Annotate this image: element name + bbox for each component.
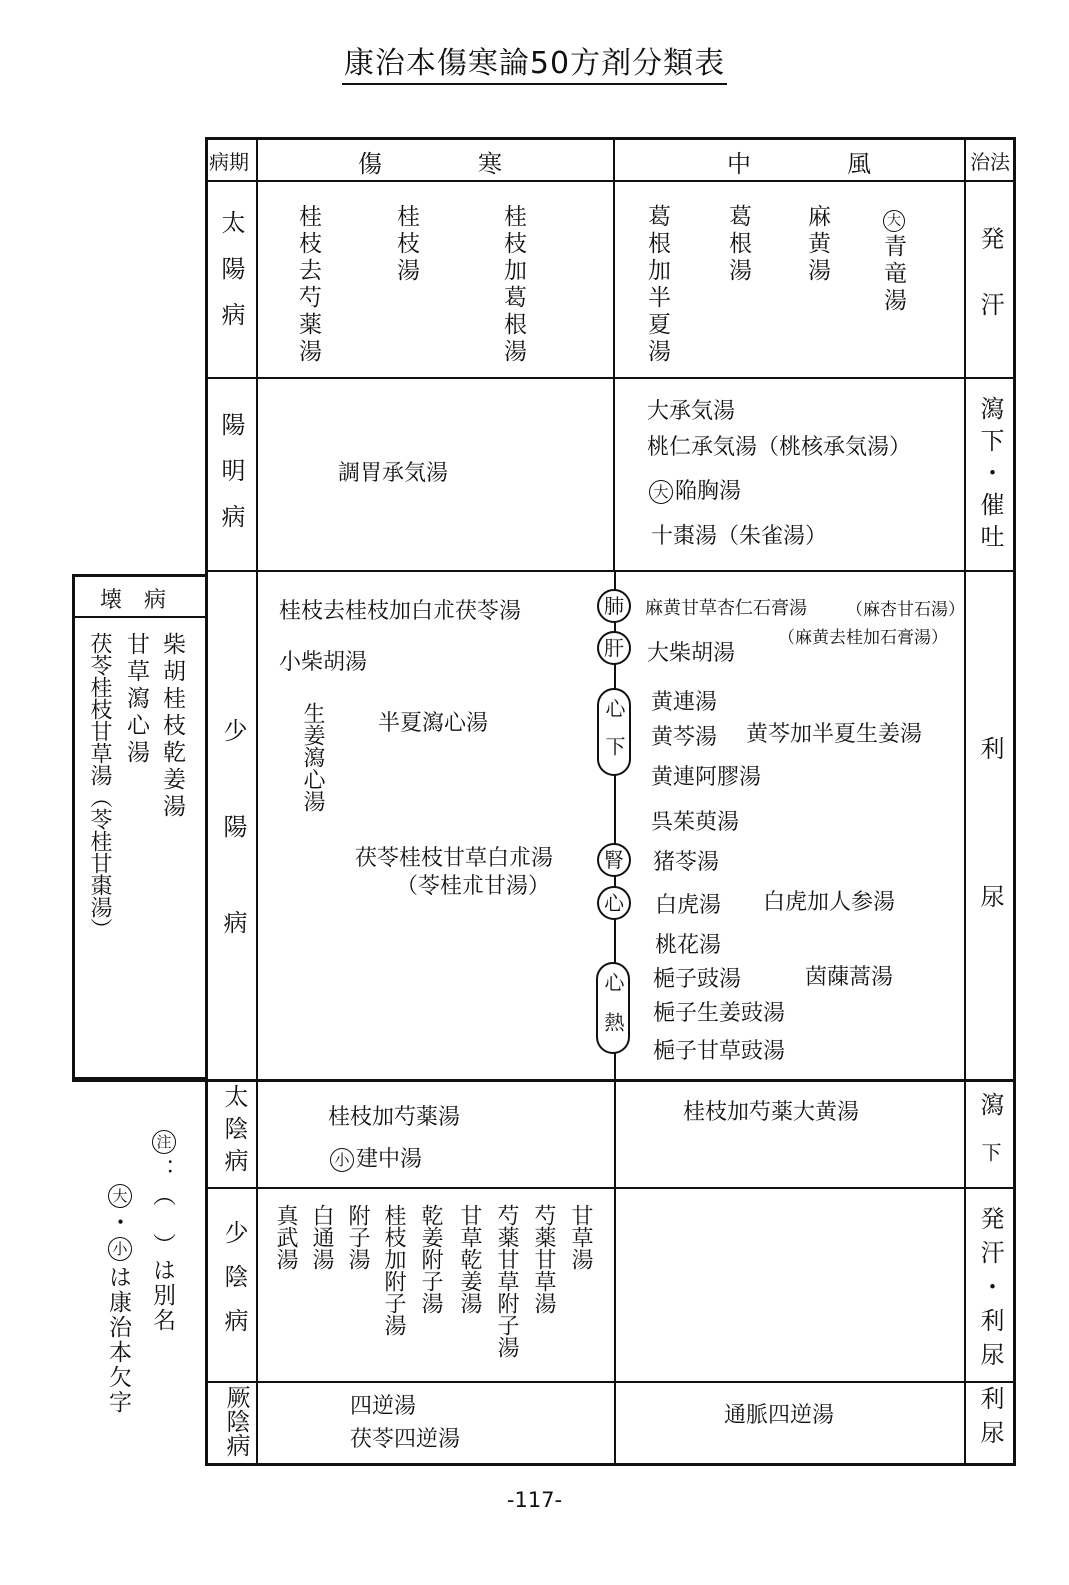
period-yomei: 陽明病 — [217, 412, 245, 550]
taiyo-shokan-1: 桂枝去芍薬湯 — [295, 204, 321, 366]
shoyo-right-7: 猪苓湯 — [653, 850, 720, 875]
shoyo-right-11: 梔子生姜豉湯 — [653, 1001, 786, 1026]
shinka-node: 心下 — [597, 688, 631, 776]
method-taiin-1: 瀉 — [976, 1092, 1004, 1128]
rule-method-col — [964, 137, 966, 1466]
shoin-shokan-3: 芍薬甘草附子湯 — [494, 1204, 519, 1358]
shoyo-right-5: 黄連阿膠湯 — [651, 765, 762, 790]
header-period: 病期 — [209, 150, 249, 174]
shoyo-right-1: 麻黄甘草杏仁石膏湯 — [645, 598, 807, 619]
shoin-shokan-7: 附子湯 — [345, 1204, 370, 1270]
shoin-shokan-4: 甘草乾姜湯 — [457, 1204, 482, 1314]
shoyo-right-4b: 黄芩加半夏生姜湯 — [746, 722, 923, 747]
ebyo-item-3: 茯苓桂枝甘草湯（苓桂甘棗湯） — [87, 632, 112, 940]
rule-center-lower — [614, 1079, 616, 1466]
taiyo-shokan-2: 桂枝湯 — [393, 204, 419, 285]
yomei-chufu-2: 桃仁承気湯（桃核承気湯） — [647, 435, 912, 460]
shoyo-right-6: 呉茱萸湯 — [651, 810, 740, 835]
shoyo-right-9: 桃花湯 — [655, 933, 722, 958]
ebyo-item-1: 柴胡桂枝乾姜湯 — [159, 632, 185, 821]
shoyo-right-4: 黄芩湯 — [651, 725, 718, 750]
shoyo-left-2: 小柴胡湯 — [279, 650, 368, 675]
note-mark-icon: 注 — [152, 1130, 176, 1154]
sho-mark-icon: 小 — [330, 1148, 354, 1172]
note-line-1: 注 ：（ ）は別名 — [150, 1130, 178, 1329]
rule-center — [613, 137, 615, 571]
method-shoin: 発汗・利尿 — [976, 1206, 1004, 1376]
lung-node: 肺 — [597, 589, 631, 623]
shoyo-right-1c: （麻黄去桂加石膏湯） — [778, 628, 948, 648]
shoyo-left-4: 半夏瀉心湯 — [378, 711, 489, 736]
shinnetsu-node: 心熱 — [596, 962, 630, 1054]
page-title: 康治本傷寒論50方剤分類表 — [0, 38, 1069, 82]
shoyo-right-1b: （麻杏甘石湯） — [846, 600, 965, 620]
shoin-shokan-1: 甘草湯 — [568, 1204, 593, 1270]
ebyo-item-2: 甘草瀉心湯 — [123, 632, 149, 767]
heart-node: 心 — [597, 886, 631, 920]
liver-node: 肝 — [597, 631, 631, 665]
shoyo-right-8: 白虎湯 — [655, 893, 722, 918]
period-shoin: 少陰病 — [220, 1220, 248, 1352]
rule-taiin — [205, 1187, 1016, 1189]
rule-shoin — [205, 1381, 1016, 1383]
ketsuin-shokan-1: 四逆湯 — [350, 1394, 417, 1419]
yomei-chufu-1: 大承気湯 — [647, 399, 736, 424]
rule-taiyo — [205, 377, 1016, 379]
dai-mark-icon: 大 — [108, 1184, 132, 1208]
header-chufu: 中 風 — [727, 150, 871, 178]
method-shoyo: 利尿 — [976, 736, 1004, 1032]
shoin-shokan-9: 真武湯 — [273, 1204, 298, 1270]
yomei-shokan: 調胃承気湯 — [338, 461, 449, 486]
dai-mark-icon: 大 — [649, 480, 673, 504]
rule-yomei — [205, 570, 1016, 572]
shoyo-right-10b: 茵蔯蒿湯 — [805, 965, 894, 990]
rule-header — [205, 180, 1016, 182]
shoyo-left-3: 生姜瀉心湯 — [300, 702, 325, 812]
shoyo-left-1: 桂枝去桂枝加白朮茯苓湯 — [279, 599, 522, 624]
shoyo-right-2: 大柴胡湯 — [647, 641, 736, 666]
rule-shoyo — [72, 1079, 1016, 1082]
shoyo-right-10: 梔子豉湯 — [653, 967, 742, 992]
ebyo-header-rule — [72, 616, 206, 618]
shoyo-left-6: （苓桂朮甘湯） — [396, 874, 551, 899]
taiyo-chufu-3: 麻黄湯 — [804, 204, 830, 285]
shoyo-right-3: 黄連湯 — [651, 690, 718, 715]
shoyo-right-8b: 白虎加人参湯 — [763, 890, 896, 915]
header-method: 治法 — [970, 150, 1010, 174]
shoyo-right-12: 梔子甘草豉湯 — [653, 1039, 786, 1064]
taiyo-chufu-4 — [881, 210, 907, 313]
method-ketsuin: 利尿 — [976, 1386, 1004, 1454]
taiyo-chufu-2: 葛根湯 — [725, 204, 751, 285]
taiin-chufu: 桂枝加芍薬大黄湯 — [683, 1100, 860, 1125]
period-shoyo: 少陽病 — [219, 718, 247, 1006]
sho-mark-icon: 小 — [108, 1237, 132, 1261]
taiin-shokan-2: 小 建中湯 — [330, 1142, 422, 1173]
note-line-2: 大 ・ 小 は康治本欠字 — [106, 1184, 134, 1411]
kidney-node: 腎 — [597, 843, 631, 877]
period-ketsuin: 厥陰病 — [222, 1385, 250, 1457]
taiin-shokan-1: 桂枝加芍薬湯 — [328, 1105, 461, 1130]
period-taiin: 太陰病 — [220, 1084, 248, 1180]
shoin-shokan-6: 桂枝加附子湯 — [381, 1204, 406, 1336]
shoin-shokan-8: 白通湯 — [309, 1204, 334, 1270]
method-taiin-2: 下 — [978, 1142, 1002, 1174]
shoin-shokan-5: 乾姜附子湯 — [418, 1204, 443, 1314]
yomei-chufu-4: 十棗湯（朱雀湯） — [651, 524, 828, 549]
yomei-chufu-3: 大 陥胸湯 — [649, 474, 741, 505]
period-taiyo: 太陽病 — [217, 210, 245, 348]
taiyo-chufu-4-text: 青竜湯 — [880, 234, 906, 315]
shoyo-left-5: 茯苓桂枝甘草白朮湯 — [355, 846, 554, 871]
ebyo-header: 壊 病 — [100, 588, 167, 613]
ketsuin-shokan-2: 茯苓四逆湯 — [350, 1427, 461, 1452]
taiyo-chufu-1: 葛根加半夏湯 — [644, 204, 670, 366]
method-yomei: 瀉下・催吐 — [976, 396, 1004, 556]
rule-period-col — [256, 137, 258, 1466]
header-shokan: 傷 寒 — [358, 150, 502, 178]
dai-mark-icon: 大 — [883, 210, 905, 232]
shoin-shokan-2: 芍薬甘草湯 — [531, 1204, 556, 1314]
page-number: -117- — [506, 1488, 563, 1512]
taiyo-shokan-3: 桂枝加葛根湯 — [500, 204, 526, 366]
ketsuin-chufu: 通脈四逆湯 — [724, 1403, 835, 1428]
method-taiyo: 発汗 — [976, 226, 1004, 358]
